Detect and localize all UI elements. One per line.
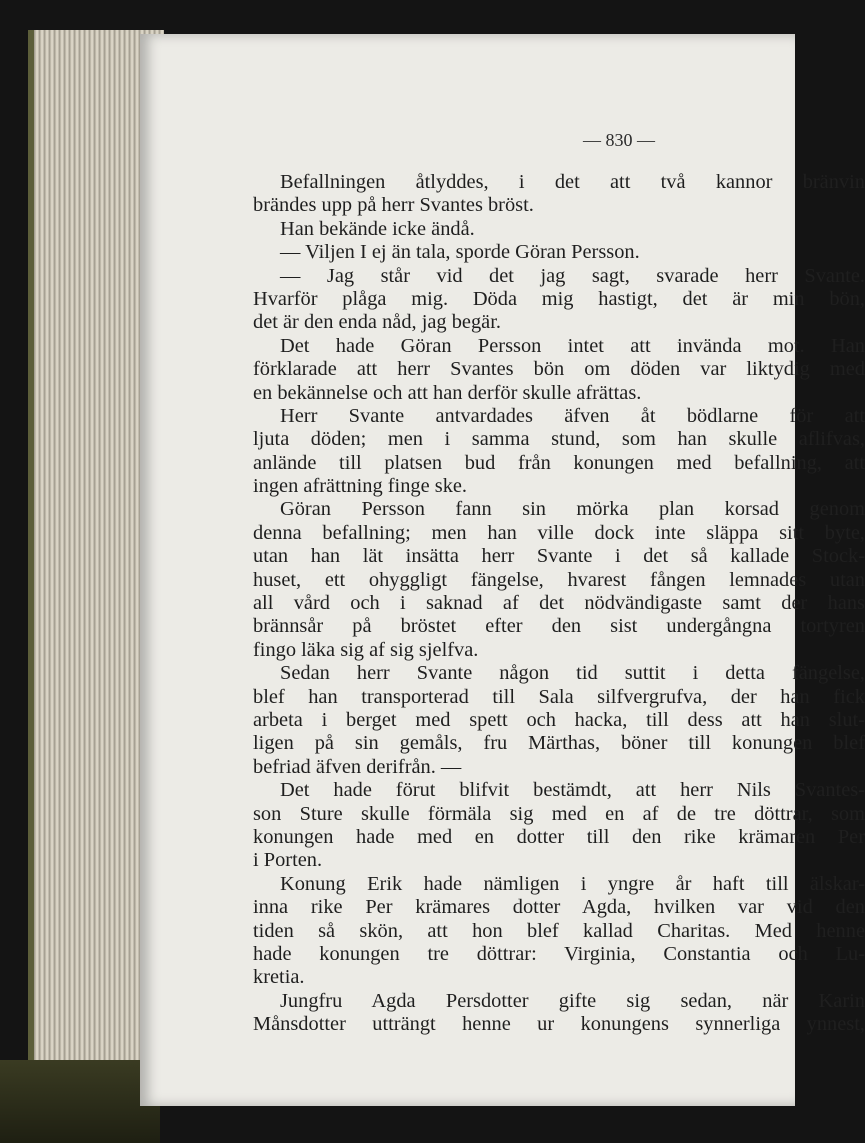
text-line: blef han transporterad till Sala silfvergrufva, der han fick [253, 685, 865, 708]
text-line: inna rike Per krämares dotter Agda, hvilken var vid den [253, 896, 865, 919]
text-line: Han bekände icke ändå. [280, 217, 475, 240]
body-text [253, 171, 865, 1036]
text-line: Jungfru Agda Persdotter gifte sig sedan, när Karin [280, 989, 865, 1012]
text-line: arbeta i berget med spett och hacka, till dess att han slut- [253, 708, 865, 731]
text-line: all vård och i saknad af det nödvändigaste samt der hans [253, 592, 865, 615]
text-line: anlände till platsen bud från konungen med befallning, att [253, 451, 865, 474]
text-line: ingen afrättning finge ske. [253, 475, 468, 498]
text-line: en bekännelse och att han derför skulle afrättas. [253, 381, 642, 404]
text-line: Det hade Göran Persson intet att invända mot. Han [280, 334, 865, 357]
text-line: Månsdotter utträngt henne ur konungens synnerliga ynnest, [253, 1013, 865, 1036]
text-line: utan han lät insätta herr Svante i det så kallade Stock- [253, 545, 865, 568]
text-line: Göran Persson fann sin mörka plan korsad genom [280, 498, 865, 521]
text-line: det är den enda nåd, jag begär. [253, 311, 501, 334]
book-page [140, 34, 865, 1106]
text-line: son Sture skulle förmäla sig med en af de tre döttrar, som [253, 802, 865, 825]
text-line: tiden så skön, att hon blef kallad Charitas. Med henne [253, 919, 865, 942]
text-line: Det hade förut blifvit bestämdt, att herr Nils Svantes- [280, 779, 865, 802]
text-line: Befallningen åtlyddes, i det att två kannor bränvin [280, 171, 865, 193]
text-line: Herr Svante antvardades äfven åt bödlarne för att [280, 404, 865, 427]
text-line: Hvarför plåga mig. Döda mig hastigt, det är min bön, [253, 287, 865, 310]
text-line: — Viljen I ej än tala, sporde Göran Persson. [280, 241, 640, 264]
page-number: — 830 — [583, 130, 655, 150]
book-cover [0, 1060, 160, 1143]
text-line: befriad äfven derifrån. — [253, 755, 462, 778]
text-line: fingo läka sig af sig sjelfva. [253, 638, 479, 661]
text-line: huset, ett ohyggligt fängelse, hvarest fången lemnades utan [253, 568, 865, 591]
text-line: konungen hade med en dotter till den rike krämaren Per [253, 825, 865, 848]
text-line: förklarade att herr Svantes bön om döden var liktydig med [253, 358, 865, 381]
text-line: Konung Erik hade nämligen i yngre år haft till älskar- [280, 872, 865, 895]
text-line: ligen på sin gemåls, fru Märthas, böner till konungen blef [253, 732, 865, 755]
text-line: i Porten. [253, 849, 323, 872]
text-line: Sedan herr Svante någon tid suttit i detta fängelse, [280, 662, 865, 685]
text-line: hade konungen tre döttrar: Virginia, Constantia och Lu- [253, 942, 865, 965]
text-line: brändes upp på herr Svantes bröst. [253, 194, 534, 217]
text-line: ljuta döden; men i samma stund, som han skulle aflifvas, [253, 428, 865, 451]
text-line: brännsår på bröstet efter den sist undergångna tortyren [253, 615, 865, 638]
text-line: kretia. [253, 966, 305, 989]
text-line: denna befallning; men han ville dock inte släppa sitt byte, [253, 521, 865, 544]
text-line: — Jag står vid det jag sagt, svarade herr Svante. [280, 264, 865, 287]
